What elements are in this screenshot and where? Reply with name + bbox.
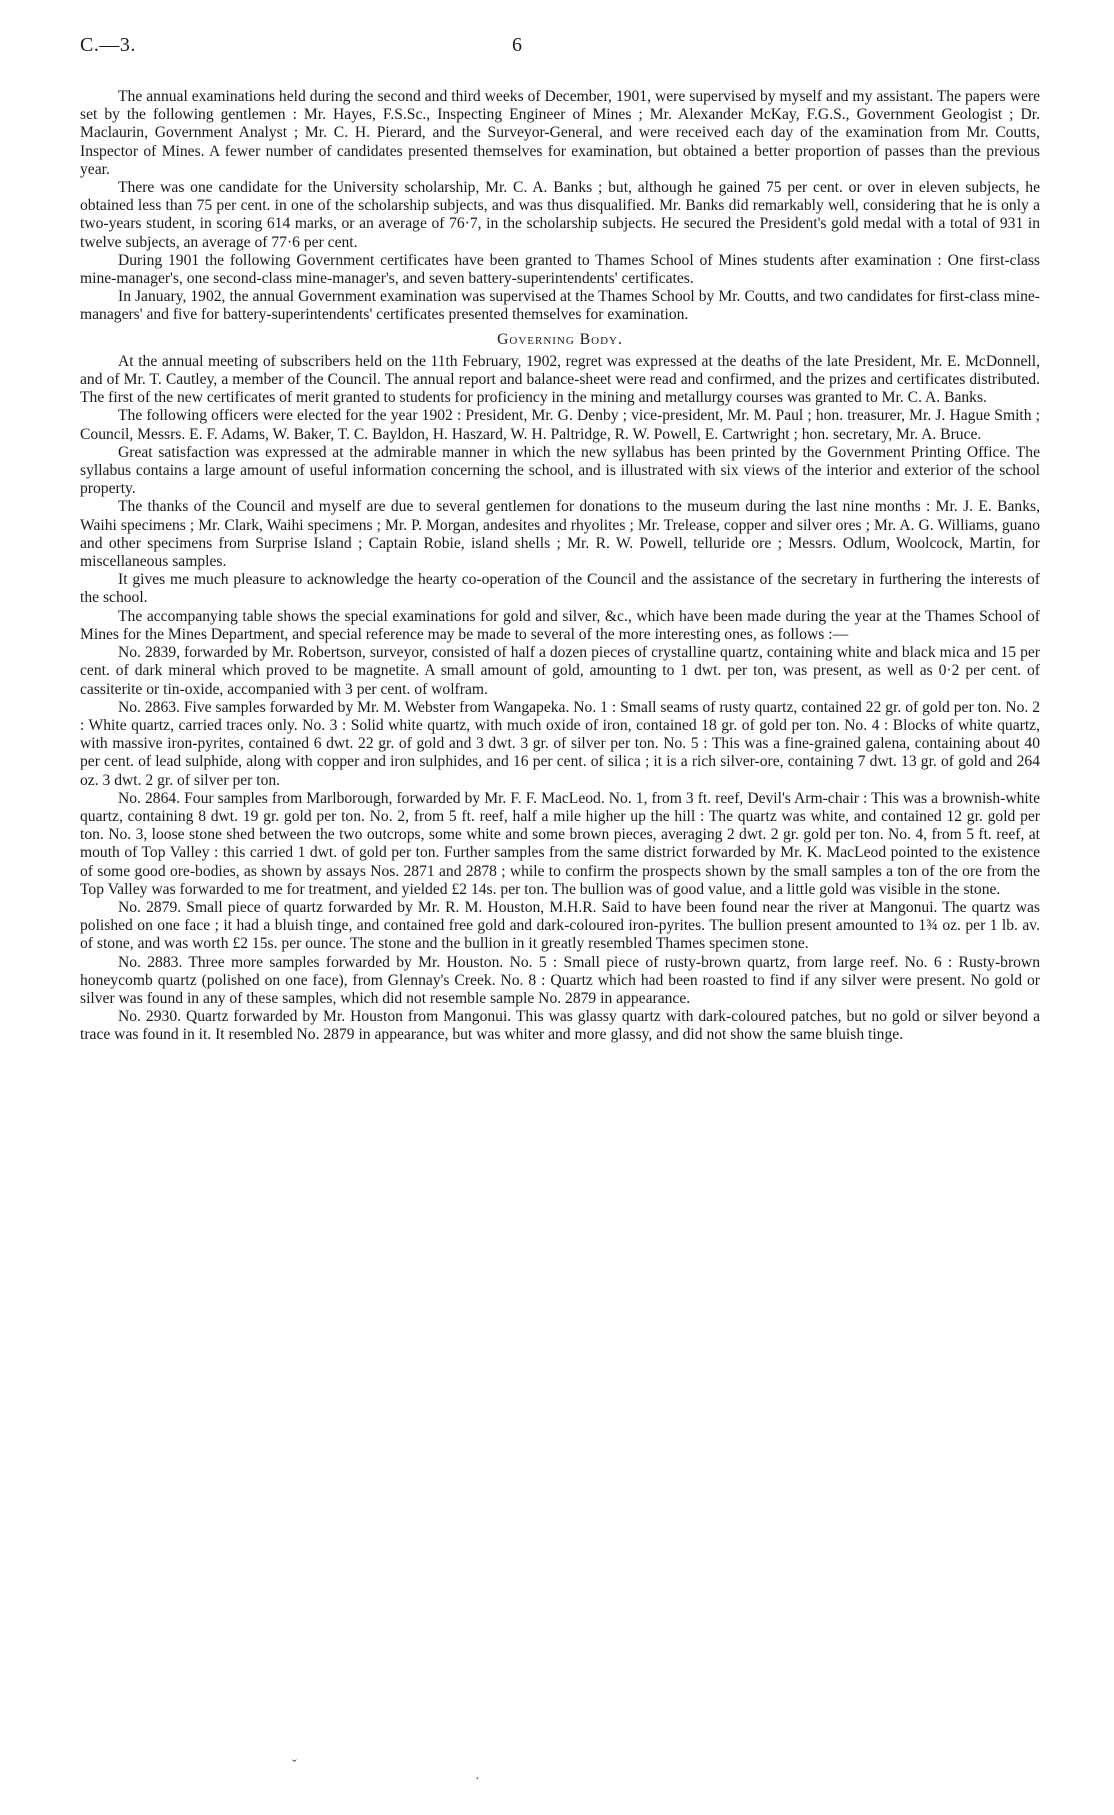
paragraph-certificates: During 1901 the following Government certificates have been granted to Thames School of Mines students after examination : One first-class mine-manager's, one second-class mine-manager's, and seven battery-superintendents' certificates. (80, 251, 1040, 288)
report-reference: C.—3. (80, 34, 136, 56)
paragraph-scholarship: There was one candidate for the University scholarship, Mr. C. A. Banks ; but, although he gained 75 per cent. or over in eleven subjects, he obtained less than 75 per cent. in one of the scholarship subjects, and was thus disqualified. Mr. Banks did remarkably well, considering that he is only a two-years student, in scoring 614 marks, or an average of 76·7, in the scholarship subjects. He secured the President's gold medal with a total of 931 in twelve subjects, an average of 77·6 per cent. (80, 179, 1040, 251)
paragraph-no-2863: No. 2863. Five samples forwarded by Mr. M. Webster from Wangapeka. No. 1 : Small seams of rusty quartz, contained 22 gr. of gold per ton. No. 2 : White quartz, carried traces only. No. 3 : Solid white quartz, with much oxide of iron, contained 18 gr. of gold per ton. No. 4 : Blocks of white quartz, with massive iron-pyrites, contained 6 dwt. 22 gr. of gold and 3 dwt. 3 gr. of silver per ton. No. 5 : This was a fine-grained galena, containing about 40 per cent. of lead sulphide, along with copper and iron sulphides, and 16 per cent. of silica ; it is a rich silver-ore, containing 7 dwt. 13 gr. of gold and 264 oz. 3 dwt. 2 gr. of silver per ton. (80, 698, 1040, 789)
page-number: 6 (512, 34, 523, 56)
stray-dot: · (475, 1772, 480, 1787)
running-head (80, 34, 1040, 62)
stray-mark: ˇ (292, 1758, 297, 1773)
paragraph-syllabus: Great satisfaction was expressed at the admirable manner in which the new syllabus has been printed by the Government Printing Office. The syllabus contains a large amount of useful information concerning the school, and is illustrated with six views of the interior and exterior of the school property. (80, 443, 1040, 498)
paragraph-no-2930: No. 2930. Quartz forwarded by Mr. Houston from Mangonui. This was glassy quartz with dark-coloured patches, but no gold or silver beyond a trace was found in it. It resembled No. 2879 in appearance, but was whiter and more glassy, and did not show the same bluish tinge. (80, 1008, 1040, 1044)
paragraph-no-2864: No. 2864. Four samples from Marlborough, forwarded by Mr. F. F. MacLeod. No. 1, from 3 ft. reef, Devil's Arm-chair : This was a brownish-white quartz, containing 8 dwt. 19 gr. gold per ton. No. 2, from 5 ft. reef, half a mile higher up the hill : The quartz was white, and contained 12 gr. gold per ton. No. 3, loose stone shed between the two outcrops, some white and some brown pieces, averaging 2 dwt. 2 gr. gold per ton. No. 4, from 5 ft. reef, at mouth of Top Valley : this carried 1 dwt. of gold per ton. Further samples from the same district forwarded by Mr. K. MacLeod pointed to the existence of some good ore-bodies, as shown by assays Nos. 2871 and 2878 ; while to confirm the prospects shown by the small samples a ton of the ore from the Top Valley was forwarded to me for treatment, and yielded £2 14s. per ton. The bullion was of good value, and a little gold was visible in the stone. (80, 789, 1040, 898)
paragraph-no-2879: No. 2879. Small piece of quartz forwarded by Mr. R. M. Houston, M.H.R. Said to have been found near the river at Mangonui. The quartz was polished on one face ; it had a bluish tinge, and contained free gold and dark-coloured iron-pyrites. The bullion present amounted to 1¾ oz. per 1 lb. av. of stone, and was worth £2 15s. per ounce. The stone and the bullion in it greatly resembled Thames specimen stone. (80, 898, 1040, 953)
paragraph-annual-meeting: At the annual meeting of subscribers held on the 11th February, 1902, regret was expressed at the deaths of the late President, Mr. E. McDonnell, and of Mr. T. Cautley, a member of the Council. The annual report and balance-sheet were read and confirmed, and the prizes and certificates distributed. The first of the new certificates of merit granted to students for proficiency in the mining and metallurgy courses was granted to Mr. C. A. Banks. (80, 352, 1040, 407)
body-text (80, 88, 1040, 1045)
document-page (80, 34, 1040, 1045)
paragraph-government-exam: In January, 1902, the annual Government examination was supervised at the Thames School by Mr. Coutts, and two candidates for first-class mine-managers' and five for battery-superintendents' certificates presented themselves for examination. (80, 288, 1040, 324)
section-heading-governing-body: Governing Body. (497, 330, 623, 348)
paragraph-officers: The following officers were elected for the year 1902 : President, Mr. G. Denby ; vice-president, Mr. M. Paul ; hon. treasurer, Mr. J. Hague Smith ; Council, Messrs. E. F. Adams, W. Baker, T. C. Bayldon, H. Haszard, W. H. Paltridge, R. W. Powell, E. Cartwright ; hon. secretary, Mr. A. Bruce. (80, 407, 1040, 443)
paragraph-acknowledgment: It gives me much pleasure to acknowledge the hearty co-operation of the Council and the assistance of the secretary in furthering the interests of the school. (80, 571, 1040, 607)
paragraph-table-intro: The accompanying table shows the special examinations for gold and silver, &c., which have been made during the year at the Thames School of Mines for the Mines Department, and special reference may be made to several of the more interesting ones, as follows :— (80, 607, 1040, 643)
paragraph-examinations: The annual examinations held during the second and third weeks of December, 1901, were supervised by myself and my assistant. The papers were set by the following gentlemen : Mr. Hayes, F.S.Sc., Inspecting Engineer of Mines ; Mr. Alexander McKay, F.G.S., Government Geologist ; Dr. Maclaurin, Government Analyst ; Mr. C. H. Pierard, and the Surveyor-General, and were received each day of the examination from Mr. Coutts, Inspector of Mines. A fewer number of candidates presented themselves for examination, but obtained a better proportion of passes than the previous year. (80, 88, 1040, 178)
paragraph-donations: The thanks of the Council and myself are due to several gentlemen for donations to the museum during the last nine months : Mr. J. E. Banks, Waihi specimens ; Mr. Clark, Waihi specimens ; Mr. P. Morgan, andesites and rhyolites ; Mr. Trelease, copper and silver ores ; Mr. A. G. Williams, guano and other specimens from Surprise Island ; Captain Robie, island shells ; Mr. R. W. Powell, telluride ore ; Messrs. Odlum, Woolcock, Martin, for miscellaneous samples. (80, 498, 1040, 571)
paragraph-no-2883: No. 2883. Three more samples forwarded by Mr. Houston. No. 5 : Small piece of rusty-brown quartz, from large reef. No. 6 : Rusty-brown honeycomb quartz (polished on one face), from Glennay's Creek. No. 8 : Quartz which had been roasted to find if any silver were present. No gold or silver was found in any of these samples, which did not resemble sample No. 2879 in appearance. (80, 953, 1040, 1007)
paragraph-no-2839: No. 2839, forwarded by Mr. Robertson, surveyor, consisted of half a dozen pieces of crystalline quartz, containing white and black mica and 15 per cent. of dark mineral which proved to be magnetite. A small amount of gold, amounting to 1 dwt. per ton, was present, as well as 0·2 per cent. of cassiterite or tin-oxide, accompanied with 3 per cent. of wolfram. (80, 644, 1040, 698)
